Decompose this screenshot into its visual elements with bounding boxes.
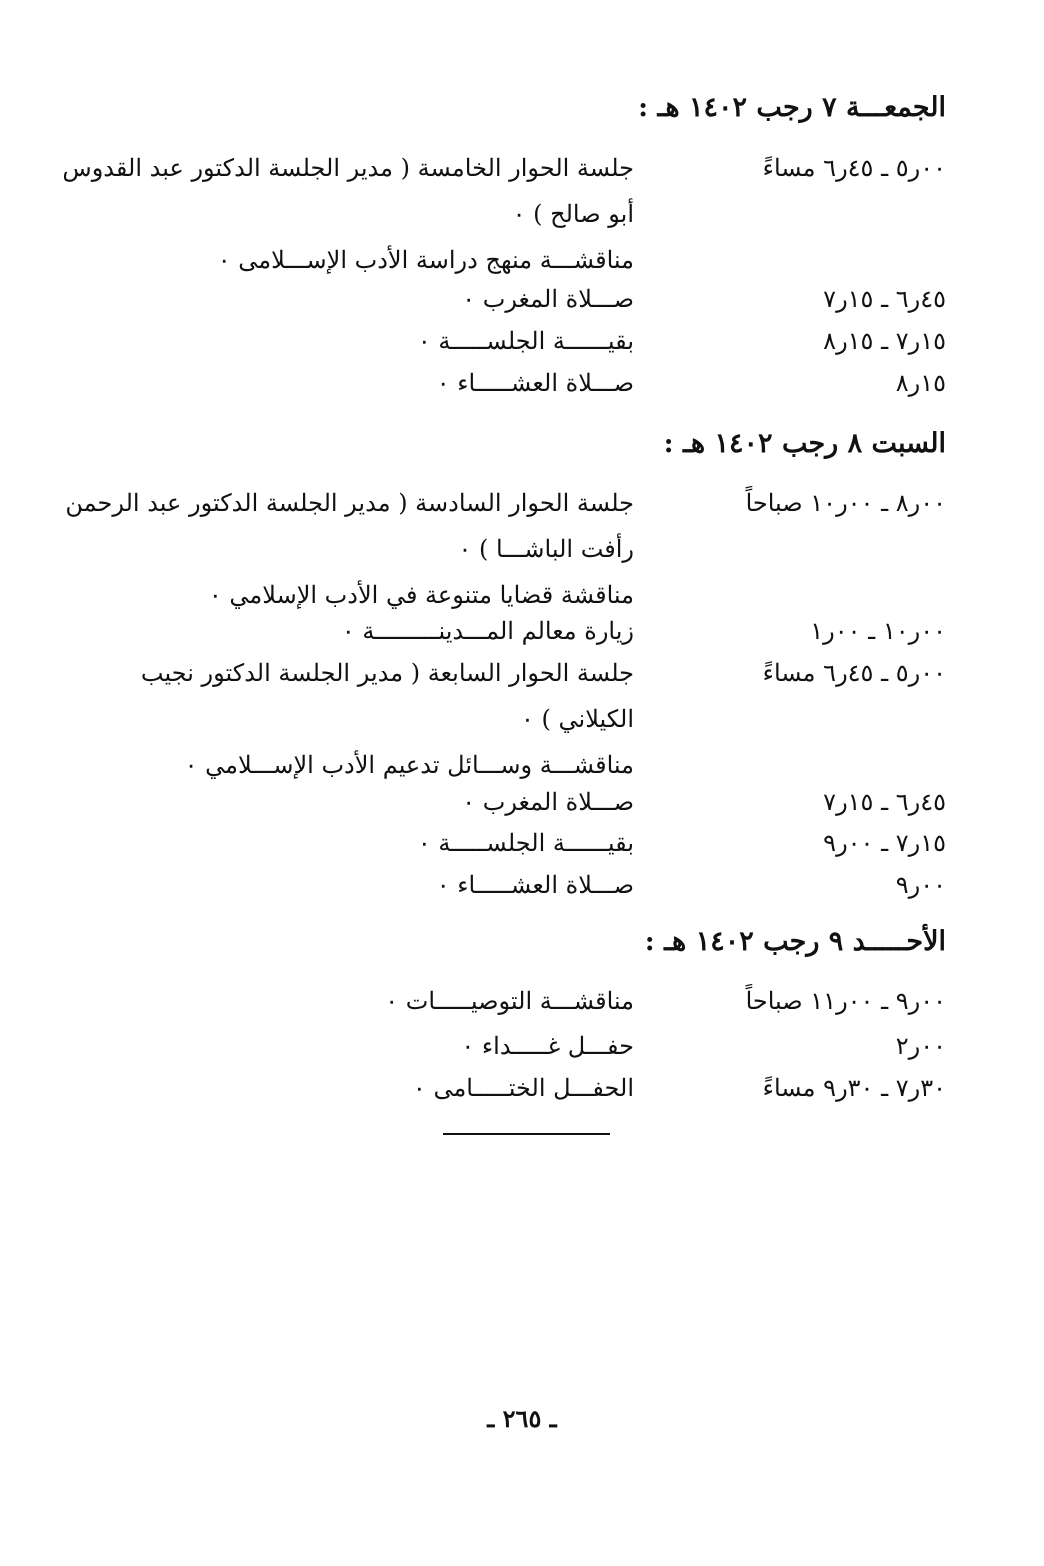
entry-time: ٠٠ر٥ ـ ٤٥ر٦ مساءً	[762, 154, 946, 182]
entry-line: زيارة معالم المـــدينـــــــــة ٠	[341, 617, 634, 645]
entry-line: بقيــــــة الجلســـــة ٠	[417, 829, 634, 857]
entry-time: ٤٥ر٦ ـ ١٥ر٧	[823, 788, 946, 816]
entry-line: صـــلاة العشـــــاء ٠	[436, 369, 634, 397]
entry-line: الحفـــل الختـــــامى ٠	[412, 1074, 634, 1102]
entry-line: جلسة الحوار السابعة ( مدير الجلسة الدكتور نجيب	[140, 659, 634, 687]
entry-time: ١٥ر٧ ـ ١٥ر٨	[823, 327, 946, 355]
entry-description	[104, 360, 634, 406]
entry-description	[104, 820, 634, 866]
entry-time: ٠٠ر٢	[895, 1032, 946, 1060]
entry-description	[104, 1023, 634, 1069]
entry-time: ٠٠ر٨ ـ ٠٠ر١٠ صباحاً	[745, 489, 946, 517]
entry-description	[62, 145, 634, 283]
entry-time: ٠٠ر٩	[895, 871, 946, 899]
entry-line: مناقشة قضايا متنوعة في الأدب الإسلامي ٠	[208, 581, 634, 609]
entry-line: صـــلاة المغرب ٠	[462, 285, 634, 313]
entry-line: جلسة الحوار السادسة ( مدير الجلسة الدكتور عبد الرحمن	[65, 489, 634, 517]
entry-line: جلسة الحوار الخامسة ( مدير الجلسة الدكتور عبد القدوس	[62, 154, 634, 182]
entry-time: ١٥ر٧ ـ ٠٠ر٩	[823, 829, 946, 857]
entry-line: أبو صالح ) ٠	[512, 200, 634, 228]
entry-line: مناقشـــة التوصيـــــات ٠	[385, 987, 634, 1015]
entry-time: ٠٠ر٥ ـ ٤٥ر٦ مساءً	[762, 659, 946, 687]
page-number: ـ ٢٦٥ ـ	[487, 1404, 557, 1433]
entry-time: ١٥ر٨	[895, 369, 946, 397]
entry-description	[104, 978, 634, 1024]
entry-time: ٤٥ر٦ ـ ١٥ر٧	[823, 285, 946, 313]
entry-line: صـــلاة العشـــــاء ٠	[436, 871, 634, 899]
entry-line: مناقشـــة وســـائل تدعيم الأدب الإســـلامي ٠	[184, 751, 634, 779]
day-heading-sunday: الأحـــــد ٩ رجب ١٤٠٢ هـ :	[644, 926, 946, 957]
entry-description	[104, 608, 634, 654]
end-divider	[443, 1133, 610, 1135]
entry-description	[65, 480, 634, 618]
entry-description	[104, 862, 634, 908]
day-heading-saturday: السبت ٨ رجب ١٤٠٢ هـ :	[663, 428, 946, 459]
entry-line: مناقشـــة منهج دراسة الأدب الإســـلامى ٠	[217, 246, 634, 274]
entry-description	[104, 650, 634, 788]
entry-time: ٣٠ر٧ ـ ٣٠ر٩ مساءً	[762, 1074, 946, 1102]
entry-line: حفـــل غـــــداء ٠	[461, 1032, 634, 1060]
entry-time: ٠٠ر١٠ ـ ٠٠ر١	[810, 617, 946, 645]
entry-description	[104, 276, 634, 322]
entry-description	[104, 1065, 634, 1111]
day-heading-friday: الجمعـــة ٧ رجب ١٤٠٢ هـ :	[638, 92, 946, 123]
entry-description	[104, 318, 634, 364]
entry-line: رأفت الباشـــا ) ٠	[458, 535, 634, 563]
entry-time: ٠٠ر٩ ـ ٠٠ر١١ صباحاً	[745, 987, 946, 1015]
entry-line: الكيلاني ) ٠	[521, 705, 634, 733]
entry-line: صـــلاة المغرب ٠	[462, 788, 634, 816]
entry-description	[104, 779, 634, 825]
entry-line: بقيــــــة الجلســـــة ٠	[417, 327, 634, 355]
